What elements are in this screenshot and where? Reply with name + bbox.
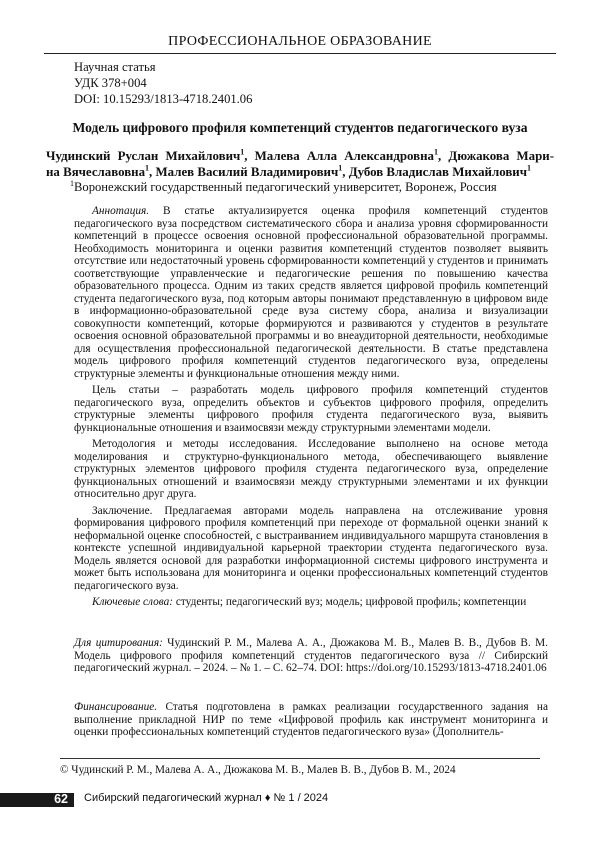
doi: DOI: 10.15293/1813-4718.2401.06 [74,91,253,106]
article-meta [74,60,252,107]
abstract-paragraph: Заключение. Предлагаемая авторами модель направлена на отслеживание уровня формирования цифрового профиля компетенций при переходе от формальной оценки знаний к неформальной оценке способностей, с выстраиванием индивидуального маршрута становления в контексте успешной индивидуальной карьерной траектории студента педагогического вуза. Модель является основой для разработки информационной системы цифрового инструмента и может быть использована для мониторинга и оценки профессиональных компетенций студентов педагогического вуза. [74,504,548,592]
abstract-paragraph: Методология и методы исследования. Исследование выполнено на основе метода моделирования и структурно-функционального метода, обеспечивающего выявление структурных элементов цифрового профиля студента педагогического вуза, определение функциональных отношений и взаимосвязи между структурными элементами и их функции относительно друг друга. [74,438,548,500]
author-name: , Дюжакова Мари- [438,149,554,163]
citation-label: Для цитирования: [74,637,163,649]
affiliation: $^1$Воронежский государственный педагогический университет, Воронеж, Россия [70,178,497,194]
running-head: ПРОФЕССИОНАЛЬНОЕ ОБРАЗОВАНИЕ [168,34,432,49]
author-list: Чудинский Руслан Михайлович$^1$, Малева Алла Александровна$^1$, Дюжакова Мари- на Вячеславовна$^1$, Малев Василий Владимирович$^1$, Дубов Владислав Михайлович$^1$ [46,147,554,179]
page-number-tab [0,793,74,807]
funding-label: Финансирование. [74,701,158,713]
abstract-paragraph: Цель статьи – разработать модель цифрового профиля компетенций студентов педагогического вуза, определить объектов и субъектов цифрового профиля, определить структурные элементы цифрового профиля студента педагогического вуза, выявить функциональные отношения и взаимосвязи между структурными элементами модели. [74,384,548,434]
page-number: 62 [54,792,68,806]
abstract-label: Аннотация. [92,205,150,217]
author-name: Чудинский Руслан Михайлович [46,149,241,163]
udc-code: УДК 378+004 [74,75,147,90]
citation-block [74,637,548,675]
keywords-label: Ключевые слова: [92,596,174,608]
copyright-notice: © Чудинский Р. М., Малева А. А., Дюжакова М. В., Малев В. В., Дубов В. М., 2024 [60,764,456,776]
author-name: на Вячеславовна [46,165,146,179]
journal-footer: Сибирский педагогический журнал ♦ № 1 / 2024 [84,792,329,804]
author-name: , Малева Алла Александровна [244,149,434,163]
article-title: Модель цифрового профиля компетенций студентов педагогического вуза [72,120,528,135]
funding-text: Статья подготовлена в рамках реализации государственного задания на выполнение прикладной НИР по теме «Цифровой профиль как инструмент мониторинга и оценки профессиональных компетенций студентов педагогического вуза» (Дополнитель- [74,701,548,738]
header-rule [44,53,556,54]
keywords: Ключевые слова: студенты; педагогический вуз; модель; цифровой профиль; компетенции [92,596,527,608]
funding-block [74,701,548,739]
author-name: , Дубов Владислав Михайлович [342,165,527,179]
abstract-paragraph: Аннотация. В статье актуализируется оценка профиля компетенций студентов педагогического вуза посредством систематического сбора и анализа уровня сформированности компетенций в процессе освоения основной профессиональной образовательной программы. Необходимость мониторинга и оценки развития компетенций студентов позволяет выявить отсутствие или недостаточный уровень сформированности компетенций у студентов и принимать соответствующие управленческие и педагогические решения по повышению качества образовательного процесса. Одним из таких средств является цифровой профиль компетенций студента педагогического вуза, под которым авторы понимают представленную в цифровом виде в информационно-образовательной среде вуза систему сбора, анализа и визуализации совокупности компетенций, которые формируются и развиваются у студентов в результате освоения основной образовательной программы и во внеаудиторной деятельности, необходимые для осуществления профессиональной педагогической деятельности. В статье представлена модель цифрового профиля компетенций студентов педагогического вуза, определены структурные элементы и функциональные отношения между ними. [74,205,548,380]
article-type: Научная статья [74,60,156,74]
copyright-rule [60,758,540,759]
author-name: , Малев Василий Владимирович [149,165,339,179]
citation-text[interactable]: Чудинский Р. М., Малева А. А., Дюжакова М. В., Малев В. В., Дубов В. М. Модель цифрового профиля компетенций студентов педагогического вуза // Сибирский педагогический журнал. – 2024. – № 1. – С. 62–74. DOI: https://doi.org/10.15293/1813-4718.2401.06 [74,637,548,674]
abstract [74,205,548,609]
